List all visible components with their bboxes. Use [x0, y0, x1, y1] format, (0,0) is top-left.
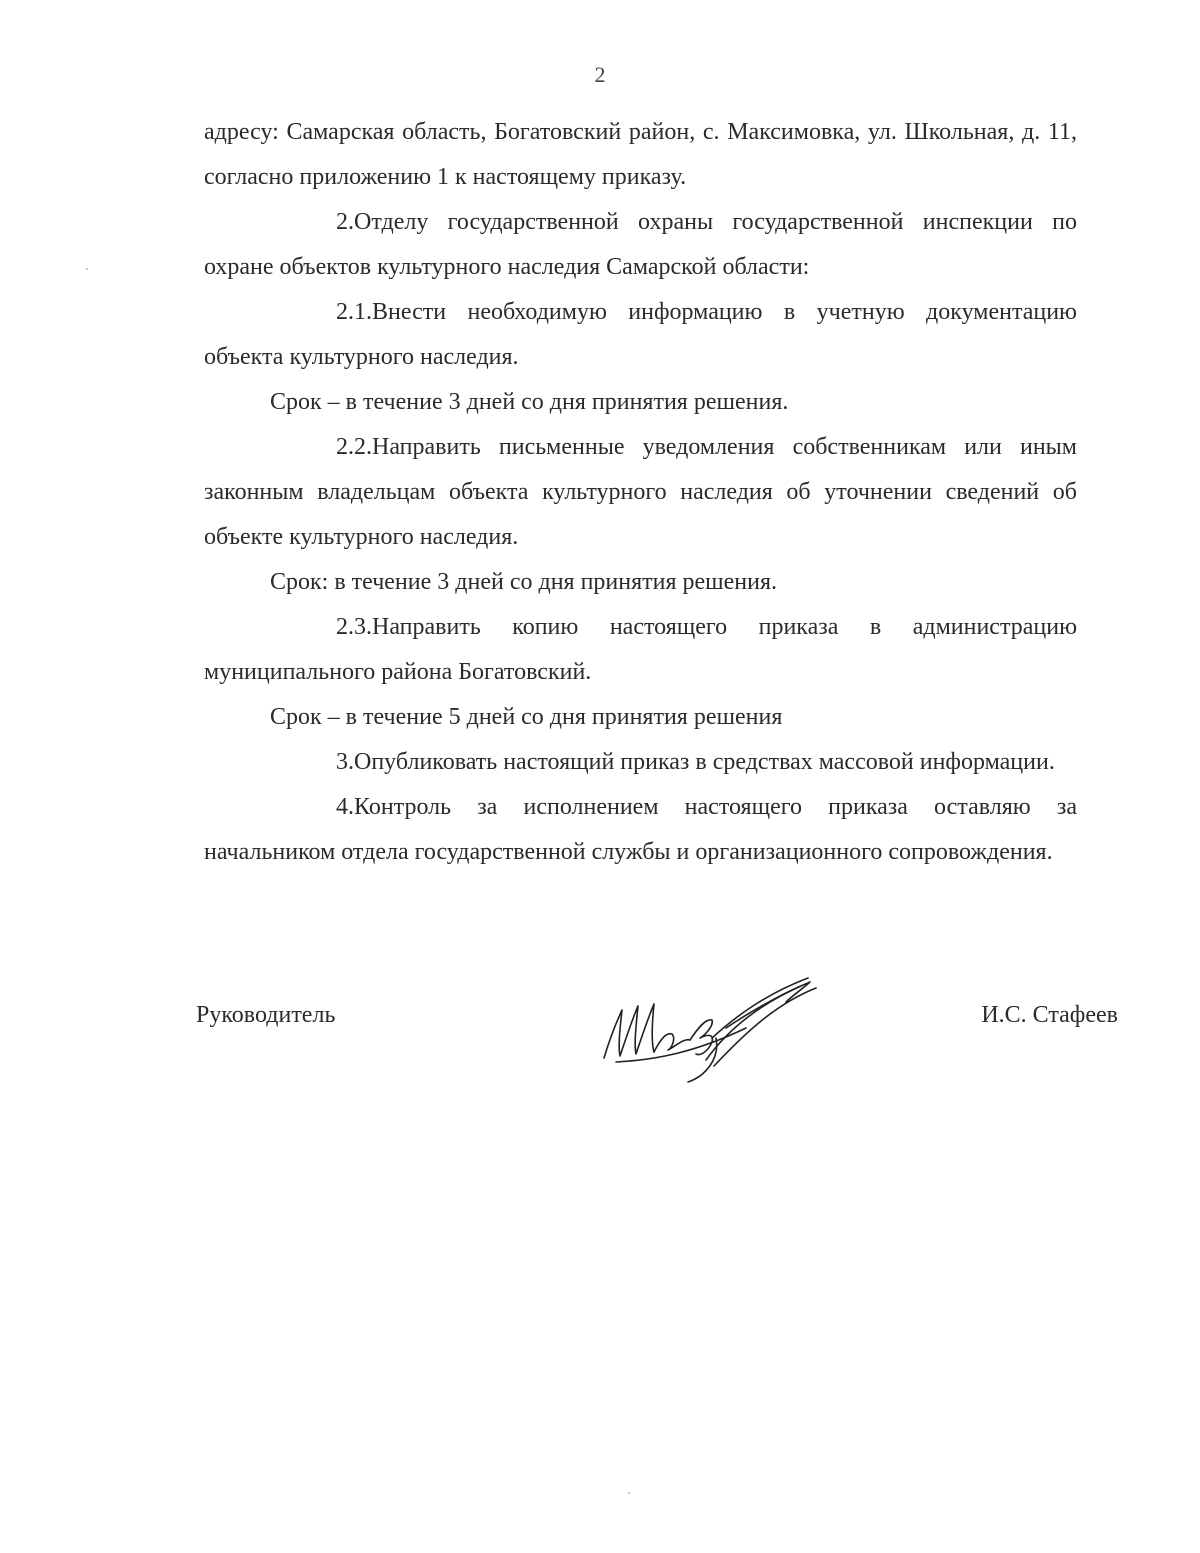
paragraph-text: Срок: в течение 3 дней со дня принятия решения.: [270, 569, 778, 595]
paragraph-text: адресу: Самарская область, Богатовский район, с. Максимовка, ул. Школьная, д. 11, согласно приложению 1 к настоящему приказу.: [204, 119, 1077, 190]
item-number: 2.1.: [336, 299, 372, 325]
paragraph-item-2: [204, 200, 1077, 290]
item-number: 2.3.: [336, 614, 372, 640]
paragraph-text: Направить письменные уведомления собственникам или иным законным владельцам объекта культурного наследия об уточнении сведений об объекте культурного наследия.: [204, 434, 1077, 550]
item-number: 2.: [336, 209, 354, 235]
paragraph-item-2-1: [204, 290, 1077, 380]
signature-block: [196, 990, 1118, 1100]
paragraph-item-2-2: [204, 425, 1077, 560]
scan-speck: [628, 1492, 630, 1494]
paragraph-text: Срок – в течение 3 дней со дня принятия решения.: [270, 389, 789, 415]
paragraph-deadline-2-1: [204, 380, 1077, 425]
paragraph-text: Опубликовать настоящий приказ в средствах массовой информации.: [354, 749, 1055, 775]
paragraph-text: Внести необходимую информацию в учетную документацию объекта культурного наследия.: [204, 299, 1077, 370]
paragraph-text: Контроль за исполнением настоящего приказа оставляю за начальником отдела государственной службы и организационного сопровождения.: [204, 794, 1077, 865]
paragraph-text: Отделу государственной охраны государственной инспекции по охране объектов культурного наследия Самарской области:: [204, 209, 1077, 280]
paragraph-item-2-3: [204, 605, 1077, 695]
paragraph-item-3: [204, 740, 1077, 785]
paragraph-text: Направить копию настоящего приказа в администрацию муниципального района Богатовский.: [204, 614, 1077, 685]
item-number: 2.2.: [336, 434, 372, 460]
paragraph-item-4: [204, 785, 1077, 875]
item-number: 4.: [336, 794, 354, 820]
paragraph-address-continuation: [204, 110, 1077, 200]
signatory-title: Руководитель: [196, 1002, 336, 1028]
paragraph-deadline-2-3: [204, 695, 1077, 740]
paragraph-text: Срок – в течение 5 дней со дня принятия решения: [270, 704, 783, 730]
paragraph-deadline-2-2: [204, 560, 1077, 605]
page-number: 2: [594, 62, 606, 87]
scan-speck: [86, 268, 88, 270]
signatory-name: И.С. Стафеев: [981, 1002, 1118, 1028]
document-body: [204, 110, 1077, 875]
handwritten-signature: [596, 968, 826, 1088]
item-number: 3.: [336, 749, 354, 775]
